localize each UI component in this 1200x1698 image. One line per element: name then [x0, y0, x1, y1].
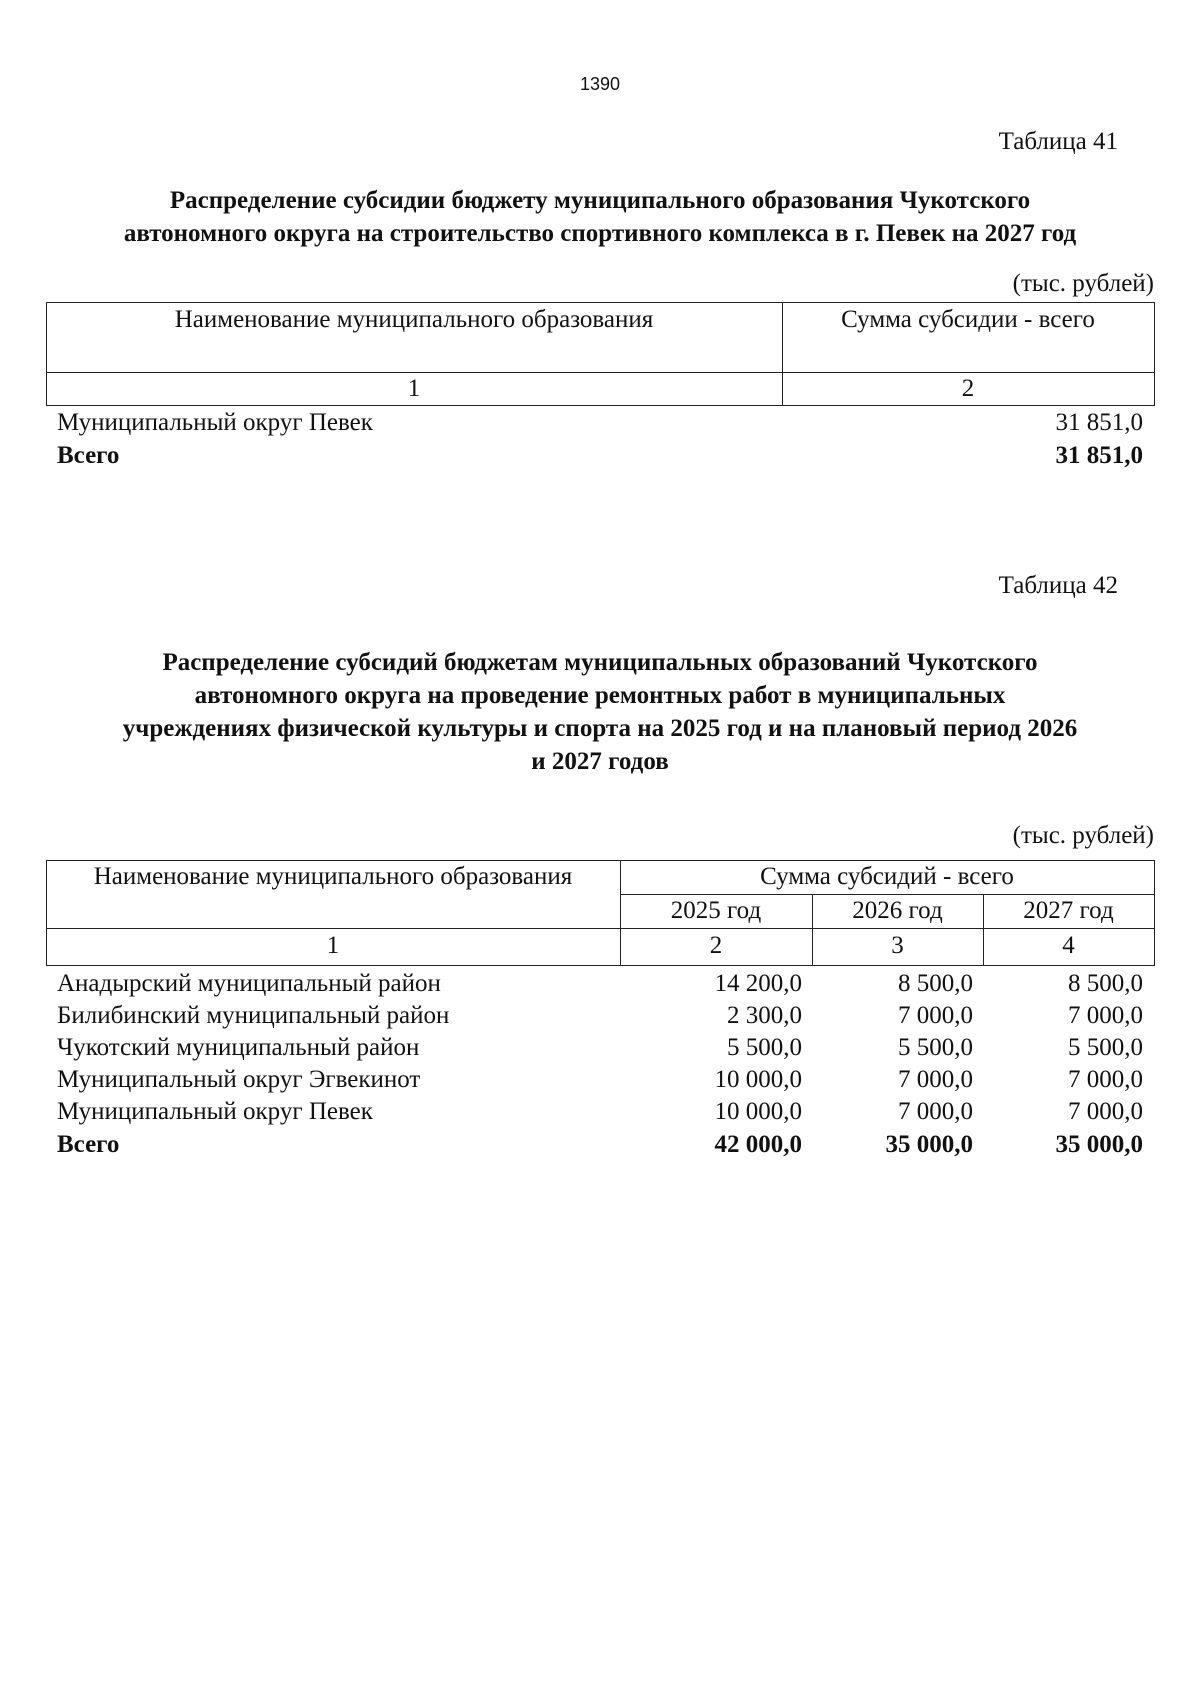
row-value-2026: 7 000,0	[898, 1002, 973, 1029]
table-41-header-name: Наименование муниципального образования	[174, 306, 654, 333]
page-number: 1390	[579, 74, 621, 94]
grid-line	[1154, 860, 1155, 966]
row-name: Муниципальный округ Эгвекинот	[57, 1066, 421, 1093]
row-value-2025: 10 000,0	[714, 1098, 802, 1125]
row-value-2027: 7 000,0	[1068, 1002, 1143, 1029]
table-42-header-name: Наименование муниципального образования	[93, 863, 573, 890]
table-42-header-year-2026: 2026 год	[852, 897, 943, 924]
row-value-2026: 8 500,0	[898, 970, 973, 997]
heading-line: автономного округа на проведение ремонтных работ в муниципальных	[194, 682, 1006, 709]
table-42-colnum-3: 3	[891, 932, 904, 959]
table-41-colnum-1: 1	[407, 375, 421, 402]
row-value-2027: 7 000,0	[1068, 1098, 1143, 1125]
heading-line: Распределение субсидии бюджету муниципального образования Чукотского	[169, 187, 1031, 214]
row-value-2027: 8 500,0	[1068, 970, 1143, 997]
row-value-2025: 10 000,0	[714, 1066, 802, 1093]
table-41-heading	[40, 184, 1160, 250]
row-name: Муниципальный округ Певек	[57, 1098, 373, 1125]
grid-line	[46, 928, 1155, 929]
grid-line	[46, 405, 1155, 406]
row-name: Чукотский муниципальный район	[57, 1034, 420, 1061]
total-label: Всего	[57, 1131, 120, 1158]
row-value-2026: 7 000,0	[898, 1066, 973, 1093]
grid-line	[1154, 302, 1155, 406]
total-value-2027: 35 000,0	[1055, 1131, 1143, 1158]
table-42-header-sum: Сумма субсидий - всего	[760, 863, 1014, 890]
heading-line: автономного округа на строительство спортивного комплекса в г. Певек на 2027 год	[123, 220, 1077, 247]
table-42-label: Таблица 42	[998, 572, 1118, 599]
table-42-header-year-2025: 2025 год	[670, 897, 762, 924]
table-42-heading	[40, 646, 1160, 778]
heading-line: учреждениях физической культуры и спорта на 2025 год и на плановый период 2026	[122, 715, 1078, 742]
grid-line	[46, 965, 1155, 966]
row-value-2027: 7 000,0	[1068, 1066, 1143, 1093]
row-value-2026: 5 500,0	[898, 1034, 973, 1061]
table-42-header-year-2027: 2027 год	[1023, 897, 1114, 924]
table-41-units: (тыс. рублей)	[1012, 270, 1154, 297]
table-41-label: Таблица 41	[998, 128, 1118, 155]
row-value-2026: 7 000,0	[898, 1098, 973, 1125]
total-value: 31 851,0	[1055, 442, 1143, 469]
row-name: Муниципальный округ Певек	[57, 409, 373, 436]
row-name: Билибинский муниципальный район	[57, 1002, 450, 1029]
table-42-units: (тыс. рублей)	[1012, 822, 1154, 849]
table-42-colnum-1: 1	[326, 932, 340, 959]
grid-line	[46, 302, 1155, 303]
table-42-colnum-4: 4	[1062, 932, 1075, 959]
total-label: Всего	[57, 442, 120, 469]
row-value: 31 851,0	[1055, 409, 1143, 436]
grid-line	[46, 860, 1155, 861]
row-value-2027: 5 500,0	[1068, 1034, 1143, 1061]
row-value-2025: 14 200,0	[714, 970, 802, 997]
grid-line	[620, 894, 1155, 895]
row-value-2025: 5 500,0	[727, 1034, 802, 1061]
grid-line	[46, 372, 1155, 373]
row-name: Анадырский муниципальный район	[57, 970, 441, 997]
table-41-colnum-2: 2	[961, 375, 975, 402]
table-41-header-sum: Сумма субсидии - всего	[841, 306, 1095, 333]
heading-line: и 2027 годов	[531, 748, 669, 775]
total-value-2025: 42 000,0	[714, 1131, 802, 1158]
heading-line: Распределение субсидий бюджетам муниципальных образований Чукотского	[162, 649, 1038, 676]
row-value-2025: 2 300,0	[727, 1002, 802, 1029]
table-42-colnum-2: 2	[709, 932, 723, 959]
total-value-2026: 35 000,0	[885, 1131, 973, 1158]
